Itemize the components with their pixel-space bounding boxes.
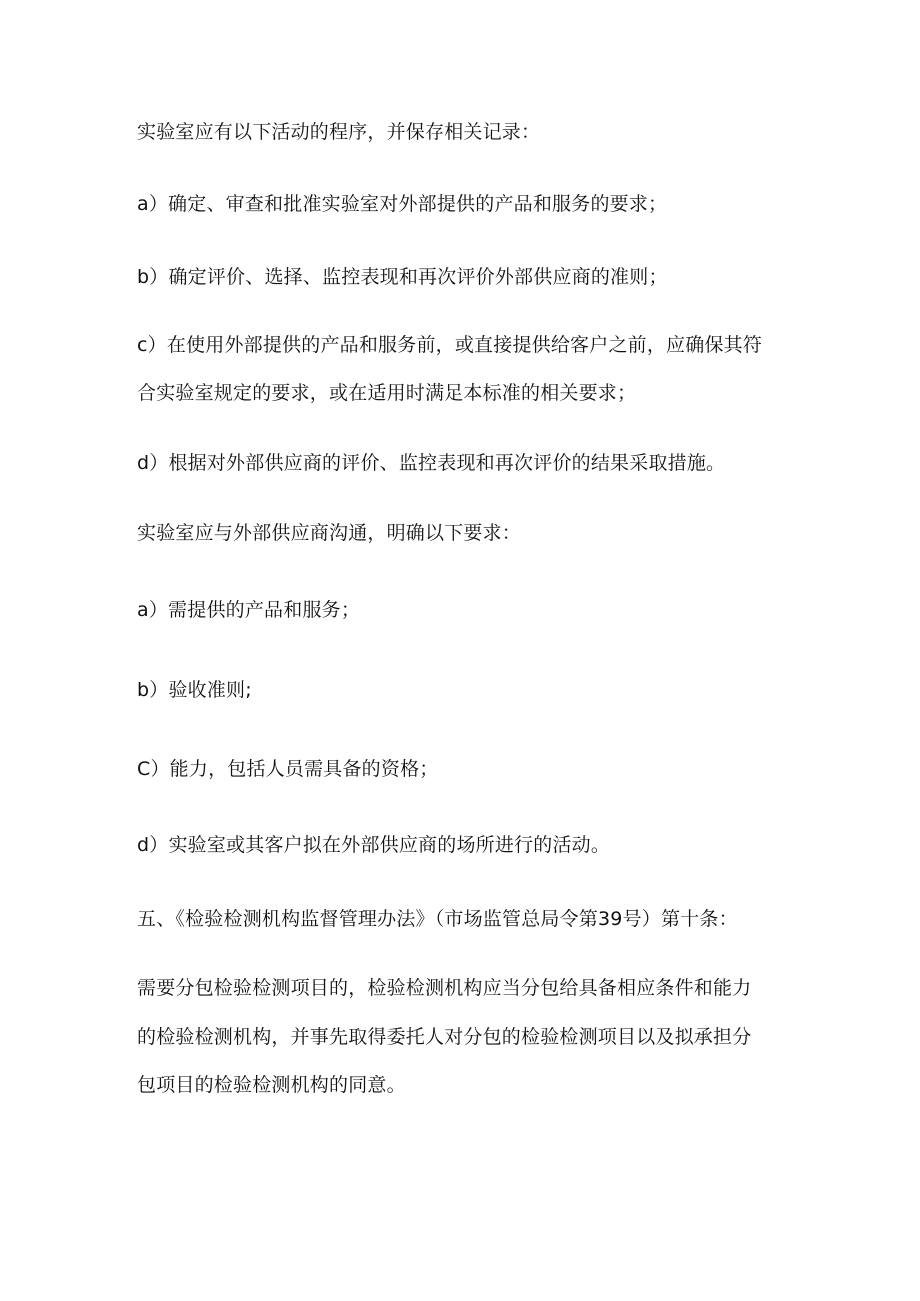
procedures-intro: 实验室应有以下活动的程序，并保存相关记录： [137, 121, 541, 143]
communication-intro: 实验室应与外部供应商沟通，明确以下要求： [137, 522, 522, 544]
procedures-item-d: d）根据对外部供应商的评价、监控表现和再次评价的结果采取措施。 [137, 452, 726, 474]
procedures-item-a: a）确定、审查和批准实验室对外部提供的产品和服务的要求； [137, 193, 668, 215]
section-five-heading: 五、《检验检测机构监督管理办法》（市场监管总局令第39号）第十条： [137, 908, 738, 930]
section-five-para-line3: 包项目的检验检测机构的同意。 [137, 1074, 406, 1096]
section-five-para-line2: 的检验检测机构，并事先取得委托人对分包的检验检测项目以及拟承担分 [137, 1026, 752, 1048]
communication-item-c: C）能力，包括人员需具备的资格； [137, 758, 439, 780]
communication-item-a: a）需提供的产品和服务； [137, 599, 361, 621]
procedures-item-b: b）确定评价、选择、监控表现和再次评价外部供应商的准则； [137, 266, 668, 288]
section-five-para-line1: 需要分包检验检测项目的，检验检测机构应当分包给具备相应条件和能力 [137, 977, 752, 999]
communication-item-b: b）验收准则; [137, 679, 252, 701]
communication-item-d: d）实验室或其客户拟在外部供应商的场所进行的活动。 [137, 834, 611, 856]
procedures-item-c-line2: 合实验室规定的要求，或在适用时满足本标准的相关要求； [137, 382, 637, 404]
procedures-item-c-line1: c）在使用外部提供的产品和服务前，或直接提供给客户之前，应确保其符 [137, 334, 763, 356]
